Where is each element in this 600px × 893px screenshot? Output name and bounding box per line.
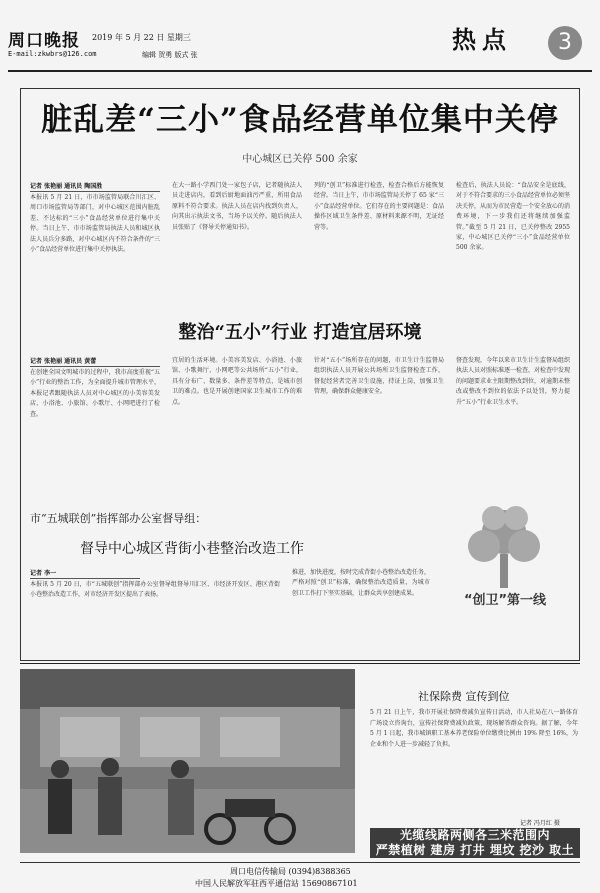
warning-line-1: 光缆线路两侧各三米范围内	[399, 828, 550, 842]
third-byline: 记者 李一	[30, 568, 140, 579]
ad-divider	[20, 663, 580, 664]
create-health-badge	[440, 492, 570, 622]
footer-line-2: 中国人民解放军驻西平通信站 15690867101	[195, 879, 358, 888]
newspaper-logo: 周口晚报	[8, 31, 80, 51]
lead-column-4: 检查后，执法人员说：“食品安全是底线，对于不符合要求的三小食品经营单位必须坚决关停，从而为市民营造一个安全放心的消费环境，下一步我们还将继续加强监管。”截至 5 月 21 日，已关停整改 2955 家，中心城区已关停“三小”食品经营单位 500 余家。	[456, 182, 570, 252]
lead-column-1: 本报讯 5 月 21 日，市市场监管局联合川汇区、周口市场监管局等部门，对中心城区范围内脏乱差、不达标的“三小”食品经营单位进行集中关停。当日上午，市市场监管局执法人员和城区执法人员兵分多路，对中心城区内不符合条件的“三小”食品经营单位进行集中关停执法。	[30, 194, 160, 254]
second-column-1: 在创建全国文明城市的过程中，我市高度重视“五小”行业的整治工作，为全面提升城市管理水平，本报记者跟随执法人员对中心城区的小美容美发店、小浴池、小旅馆、小歌厅、小网吧进行了检查。	[30, 369, 160, 418]
warning-line-2: 严禁植树 建房 打井 埋坟 挖沙 取土	[375, 843, 575, 857]
third-headline: 督导中心城区背街小巷整治改造工作	[80, 541, 304, 557]
page-number: 3	[548, 26, 582, 60]
second-column-3: 针对“五小”场所存在的问题，市卫生计生监督局组织执法人员开展公共场所卫生监督检查工作，督促经营者完善卫生设施，持证上岗，加强卫生管理，确保群众健康安全。	[314, 357, 444, 396]
badge-caption: “创卫”第一线	[463, 593, 547, 608]
issue-date: 2019 年 5 月 22 日 星期三	[92, 33, 191, 42]
footer-line-1: 周口电信传输局 (0394)8388365	[230, 867, 351, 876]
ad-title: 社保除费 宣传到位	[418, 690, 510, 703]
tree-icon	[468, 506, 540, 588]
lead-column-3: 列的“创卫”标准进行检查，检查合格后方能恢复经营。当日上午，市市场监管局关停了 65 家“三小”食品经营单位。它们存在的主要问题是：食品操作区域卫生条件差、原材料来源不明，无证经营等。	[314, 182, 444, 231]
masthead-rule	[8, 70, 592, 72]
editor-credits: 编辑 贺勇 版式 张	[142, 51, 198, 59]
ad-author: 记者 冯月红 摄	[520, 820, 560, 827]
second-headline: 整治“五小”行业 打造宜居环境	[178, 322, 422, 343]
event-photo	[20, 669, 355, 853]
second-byline: 记者 张艳丽 通讯员 黄蕾	[30, 356, 160, 367]
lead-subhead: 中心城区已关停 500 余家	[242, 154, 358, 165]
contact-email: E-mail:zkwbrs@126.com	[8, 50, 97, 58]
lead-column-2: 在大一路小学西门处一家包子店，记者随执法人员走进店内，看到后厨地面油污严重，所用食品原料不符合要求。执法人员在店内找到负责人，向其出示执法文书，当场予以关停。随后执法人员张贴了《督导关停通知书》。	[172, 182, 302, 231]
second-column-2: 宜居的生活环境。小美容美发店、小浴池、小旅馆、小歌舞厅、小网吧等公共场所“五小”行业，具有分布广、数量多、条件差等特点，是城市创卫的难点。也是开展创建国家卫生城市工作的难点。	[172, 357, 302, 406]
ad-text: 5 月 21 日上午，我市开展社保降费减负宣传日活动，市人社局在八一路体育广场设立咨询台，宣传社保降费减负政策，现场解答群众咨询。据了解，今年 5 月 1 日起，我市城镇职工基本养老保险单位缴费比例由 19% 降至 16%，为企业和个人进一步减轻了负担。	[370, 709, 578, 748]
section-title: 热点	[452, 25, 512, 54]
lead-byline: 记者 张艳丽 通讯员 陶国胜	[30, 181, 160, 192]
lead-headline: 脏乱差“三小”食品经营单位集中关停	[41, 102, 559, 138]
third-column-1: 本报讯 5 月 20 日，市“五城联创”指挥部办公室督导组督导川汇区、市经济开发区、港区背街小巷整治改造工作，对市经济开发区提出了表扬。	[30, 581, 280, 599]
cable-warning-band	[370, 828, 580, 858]
third-column-2: 推进，加快进度，按时完成背街小巷整治改造任务，严格对照“创卫”标准，确保整治改造质量，为城市创卫工作打下坚实基础，让群众共享创建成果。	[292, 569, 430, 597]
third-kicker: 市“五城联创”指挥部办公室督导组：	[30, 512, 207, 525]
second-column-4: 督查发现，今年以来市卫生计生监督局组织执法人员对照标准逐一检查，对检查中发现的问题要求业主限期整改到位，对逾期未整改或整改不到位的依法予以处罚，努力提升“五小”行业卫生水平。	[456, 357, 570, 406]
